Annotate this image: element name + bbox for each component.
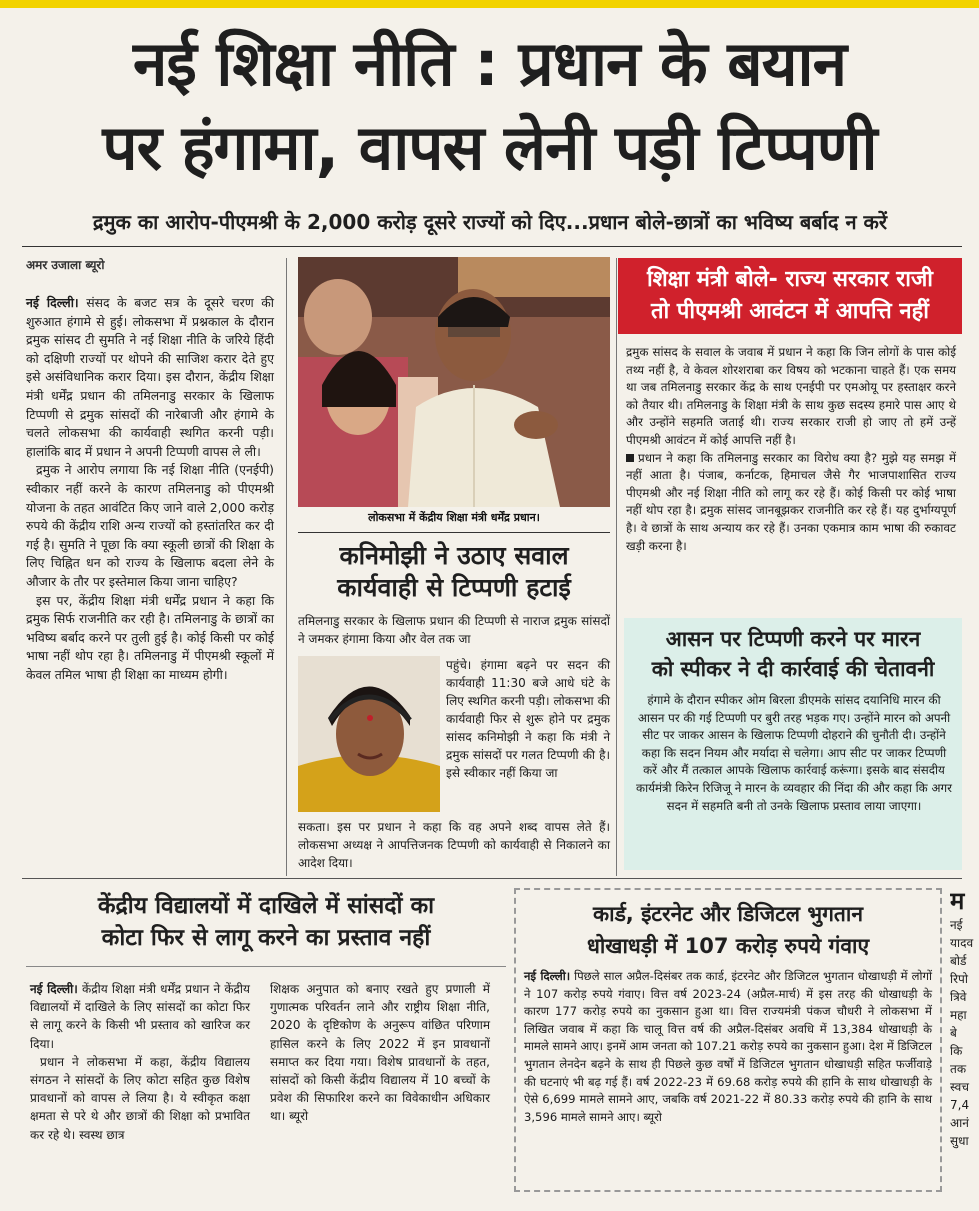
kv-headline-l1: केंद्रीय विद्यालयों में दाखिले में सांसदों का bbox=[97, 893, 435, 919]
kanimozhi-tail: सकता। इस पर प्रधान ने कहा कि वह अपने शब्द वापस लेते हैं। लोकसभा अध्यक्ष ने आपत्तिजनक टिप्पणी को कार्यवाही से निकालने का आदेश दिया। bbox=[298, 820, 610, 870]
section-divider bbox=[22, 878, 962, 879]
main-paragraph-3: इस पर, केंद्रीय शिक्षा मंत्री धर्मेंद्र प्रधान ने कहा कि द्रमुक सिर्फ राजनीति कर रही है। तमिलनाडु के छात्रों का भविष्य बर्बाद करने पर तुली हुई है। कोई किसी पर कोई भाषा नहीं थोप रहा है। तमिलनाडु में पीएमश्री स्कूलों में केवल तमिल भाषा ही शिक्षा का माध्यम होगी। bbox=[26, 592, 274, 682]
kv-headline-l2: कोटा फिर से लागू करने का प्रस्ताव नहीं bbox=[101, 925, 431, 951]
edge-fragment-line-10: 7,4 bbox=[950, 1098, 970, 1112]
edge-fragment-line-8: तक bbox=[950, 1062, 967, 1076]
kanimozhi-headline bbox=[298, 540, 610, 604]
edge-fragment-line-7: कि bbox=[950, 1044, 963, 1058]
kanimozhi-lead: तमिलनाडु सरकार के खिलाफ प्रधान की टिप्पणी से नाराज द्रमुक सांसदों ने जमकर हंगामा किया और वेल तक जा bbox=[298, 614, 610, 646]
edge-fragment-line-9: स्वच bbox=[950, 1080, 969, 1094]
column-divider-2 bbox=[616, 258, 617, 876]
edge-story-fragment bbox=[950, 886, 979, 1150]
kv-col1-text: केंद्रीय शिक्षा मंत्री धर्मेंद्र प्रधान ने केंद्रीय विद्यालयों में दाखिले के लिए सांसदों का कोटा फिर से लागू करने के किसी भी प्रस्ताव को खारिज कर दिया। bbox=[30, 982, 250, 1051]
byline: अमर उजाला ब्यूरो bbox=[26, 258, 105, 272]
kanimozhi-headline-l1: कनिमोझी ने उठाए सवाल bbox=[339, 541, 569, 570]
edge-fragment-line-6: बे bbox=[950, 1026, 957, 1040]
speaker-box-body: हंगामे के दौरान स्पीकर ओम बिरला डीएमके सांसद दयानिधि मारन की आसन पर की गई टिप्पणी पर बुरी तरह भड़क गए। उन्होंने मारन को अपनी सीट पर जाकर आसन के खिलाफ टिप्पणी दोहराने की चुनौती दी। उन्होंने कहा कि सदन नियम और मर्यादा से चलेगा। आप सीट पर जाकर टिप्पणी करें और मैं तत्काल आपके खिलाफ कार्रवाई करूंगा। इसके बाद संसदीय कार्यमंत्री किरेन रिजिजू ने मारन के व्यवहार की निंदा की और कहा कि अगर सदन में सहमति बनी तो उनके खिलाफ प्रस्ताव लाया जाएगा। bbox=[636, 693, 952, 813]
speaker-box-headline-l1: आसन पर टिप्पणी करने पर मारन bbox=[665, 627, 921, 651]
kv-column-2: शिक्षक अनुपात को बनाए रखते हुए प्रणाली में गुणात्मक परिवर्तन लाने और राष्ट्रीय शिक्षा नीति, 2020 के दृष्टिकोण के अनुरूप वांछित परिणाम हासिल करने के लिए 2022 में इन प्रावधानों समाप्त कर दिया गया। विशेष प्रावधानों के तहत, सांसदों को किसी केंद्रीय विद्यालय में 10 बच्चों के प्रवेश की सिफारिश करने का विवेकाधीन अधिकार था। ब्यूरो bbox=[270, 982, 490, 1124]
minister-box-paragraph-2: प्रधान ने कहा कि तमिलनाडु सरकार का विरोध क्या है? मुझे यह समझ में नहीं आता है। पंजाब, कर्नाटक, हिमाचल जैसे गैर भाजपाशासित राज्य पीएमश्री और नई शिक्षा नीति को लागू कर रहे हैं। कोई किसी पर कोई भाषा नहीं थोप रहा है। द्रमुक सांसद जानबूझकर राजनीति कर रहे हैं। यह दुर्भाग्यपूर्ण है। वे छात्रों के साथ अन्याय कर रहे हैं। उनका एकमात्र काम भाषा की रुकावट खड़ी करना है। bbox=[626, 450, 956, 553]
headline-line-1: नई शिक्षा नीति : प्रधान के बयान bbox=[132, 27, 847, 100]
minister-photo-caption: लोकसभा में केंद्रीय शिक्षा मंत्री धर्मेंद्र प्रधान। bbox=[368, 511, 540, 524]
kv-col1b-text: प्रधान ने लोकसभा में कहा, केंद्रीय विद्यालय संगठन ने सांसदों के लिए कोटा सहित कुछ विशेष प्रावधानों को वापस ले लिया है। ये स्वीकृत कक्षा क्षमता से परे थे और छात्रों की शिक्षा को प्रभावित कर रहे थे। स्वस्थ छात्र bbox=[30, 1054, 250, 1142]
kv-column-1 bbox=[30, 980, 250, 1144]
headline-line-2: पर हंगामा, वापस लेनी पड़ी टिप्पणी bbox=[102, 111, 877, 184]
edge-fragment-line-11: आनं bbox=[950, 1116, 969, 1130]
kanimozhi-photo bbox=[298, 656, 440, 812]
edge-fragment-line-1: यादव bbox=[950, 936, 974, 950]
edge-fragment-line-3: रिपो bbox=[950, 972, 968, 986]
main-paragraph-1: संसद के बजट सत्र के दूसरे चरण की शुरुआत हंगामे से हुई। लोकसभा में प्रश्नकाल के दौरान द्रमुक सांसद टी सुमति ने नई शिक्षा नीति के जरिये हिंदी को दक्षिणी राज्यों पर थोपने की साजिश करार देते हुए इसे असंविधानिक करार दिया। इस दौरान, केंद्रीय शिक्षा मंत्री धर्मेंद्र प्रधान की तमिलनाडु सरकार के खिलाफ टिप्पणी से द्रमुक सांसदों की नारेबाजी और हंगामे के चलते लोकसभा की कार्यवाही स्थगित करनी पड़ी। हालांकि बाद में प्रधान ने अपनी टिप्पणी वापस ले ली। bbox=[26, 295, 274, 459]
minister-box-headline bbox=[618, 258, 962, 334]
bullet-square-icon bbox=[626, 454, 634, 462]
speaker-box-headline-l2: को स्पीकर ने दी कार्रवाई की चेतावनी bbox=[651, 657, 935, 681]
edge-fragment-line-0: नई bbox=[950, 918, 963, 932]
main-headline bbox=[0, 22, 979, 190]
speaker-box-headline bbox=[624, 624, 962, 684]
kanimozhi-wrap-text: पहुंचे। हंगामा बढ़ने पर सदन की कार्यवाही 11:30 बजे आधे घंटे के लिए स्थगित करनी पड़ी। लोकसभा की कार्यवाही फिर से शुरू होने पर द्रमुक सांसद कनिमोझी ने कहा कि मंत्री ने द्रमुक सांसदों पर गलत टिप्पणी की है। इसे स्वीकार नहीं किया जा bbox=[446, 658, 610, 780]
edge-fragment-heading: म bbox=[950, 887, 965, 915]
headline-divider bbox=[22, 246, 962, 247]
top-color-band bbox=[0, 0, 979, 8]
kv-rule bbox=[26, 966, 506, 967]
kanimozhi-headline-l2: कार्यवाही से टिप्पणी हटाई bbox=[337, 573, 571, 602]
minister-box-paragraph-1: द्रमुक सांसद के सवाल के जवाब में प्रधान ने कहा कि जिन लोगों के पास कोई तथ्य नहीं है, वे केवल शोरशराबा कर विषय को भटकाना चाहते हैं। एक समय था जब तमिलनाडु सरकार केंद्र के साथ एनईपी पर एमओयू पर हस्ताक्षर करने को तैयार थी। तमिलनाडु के शिक्षा मंत्री के साथ कुछ सदस्य हमारे पास आए थे और उन्होंने सहमति जताई थी। राज्य सरकार राजी हो जाए तो हमें उन्हें पीएमश्री आवंटन में कोई आपत्ति नहीं है। bbox=[626, 345, 956, 447]
main-paragraph-2: द्रमुक ने आरोप लगाया कि नई शिक्षा नीति (एनईपी) स्वीकार नहीं करने के कारण तमिलनाडु को पीएमश्री योजना के तहत आवंटित किए जाने वाले 2,000 करोड़ रुपये की केंद्रीय राशि अन्य राज्यों को हस्तांतरित कर दी गई है। सुमति ने पूछा कि क्या स्कूली छात्रों की शिक्षा के लिए चिह्नित धन को राज्य के खिलाफ बदला लेने के औजार के तौर पर इस्तेमाल किया जाना चाहिए? bbox=[26, 462, 274, 589]
minister-box-headline-l1: शिक्षा मंत्री बोले- राज्य सरकार राजी bbox=[647, 267, 933, 292]
fraud-body bbox=[524, 968, 932, 1126]
fraud-dateline: नई दिल्ली। bbox=[524, 969, 571, 983]
column-divider-1 bbox=[286, 258, 287, 876]
kv-headline bbox=[26, 890, 506, 954]
main-dateline: नई दिल्ली। bbox=[26, 295, 79, 310]
minister-box-body bbox=[626, 344, 956, 555]
kv-dateline: नई दिल्ली। bbox=[30, 982, 78, 996]
subheadline: द्रमुक का आरोप-पीएमश्री के 2,000 करोड़ दूसरे राज्यों को दिए...प्रधान बोले-छात्रों का भविष्य बर्बाद न करें bbox=[92, 210, 888, 234]
edge-fragment-line-12: सुधा bbox=[950, 1134, 969, 1148]
fraud-headline-l2: धोखाधड़ी में 107 करोड़ रुपये गंवाए bbox=[586, 934, 870, 958]
edge-fragment-line-5: महा bbox=[950, 1008, 967, 1022]
fraud-headline bbox=[518, 898, 938, 962]
edge-fragment-line-4: त्रिवे bbox=[950, 990, 967, 1004]
fraud-body-text: पिछले साल अप्रैल-दिसंबर तक कार्ड, इंटरनेट और डिजिटल भुगतान धोखाधड़ी में लोगों ने 107 करोड़ रुपये गंवाए। वित्त वर्ष 2023-24 (अप्रैल-मार्च) में इस तरह की धोखाधड़ी के कारण 177 करोड़ रुपये का नुकसान हुआ था। वित्त राज्यमंत्री पंकज चौधरी ने लोकसभा में लिखित जवाब में कहा कि चालू वित्त वर्ष की अप्रैल-दिसंबर अवधि में 13,384 धोखाधड़ी के मामले सामने आए। इनमें आम जनता को 107.21 करोड़ रुपये का नुकसान हुआ। देश में डिजिटल भुगतान लेनदेन बढ़ने के साथ ही पिछले कुछ वर्षों में डिजिटल भुगतान धोखाधड़ी सहित फर्जीवाड़े की घटनाएं भी बढ़ गई हैं। वर्ष 2022-23 में 69.68 करोड़ रुपये की हानि के साथ धोखाधड़ी के ऐसे 6,699 मामले सामने आए, जबकि वर्ष 2021-22 में 80.33 करोड़ रुपये की हानि के साथ 3,596 मामले सामने आए। ब्यूरो bbox=[524, 969, 932, 1124]
minister-photo bbox=[298, 257, 610, 507]
fraud-headline-l1: कार्ड, इंटरनेट और डिजिटल भुगतान bbox=[593, 902, 863, 926]
minister-box-headline-l2: तो पीएमश्री आवंटन में आपत्ति नहीं bbox=[651, 299, 929, 324]
caption-rule bbox=[298, 532, 610, 533]
edge-fragment-line-2: बोर्ड bbox=[950, 954, 967, 968]
main-story-column bbox=[26, 294, 274, 684]
